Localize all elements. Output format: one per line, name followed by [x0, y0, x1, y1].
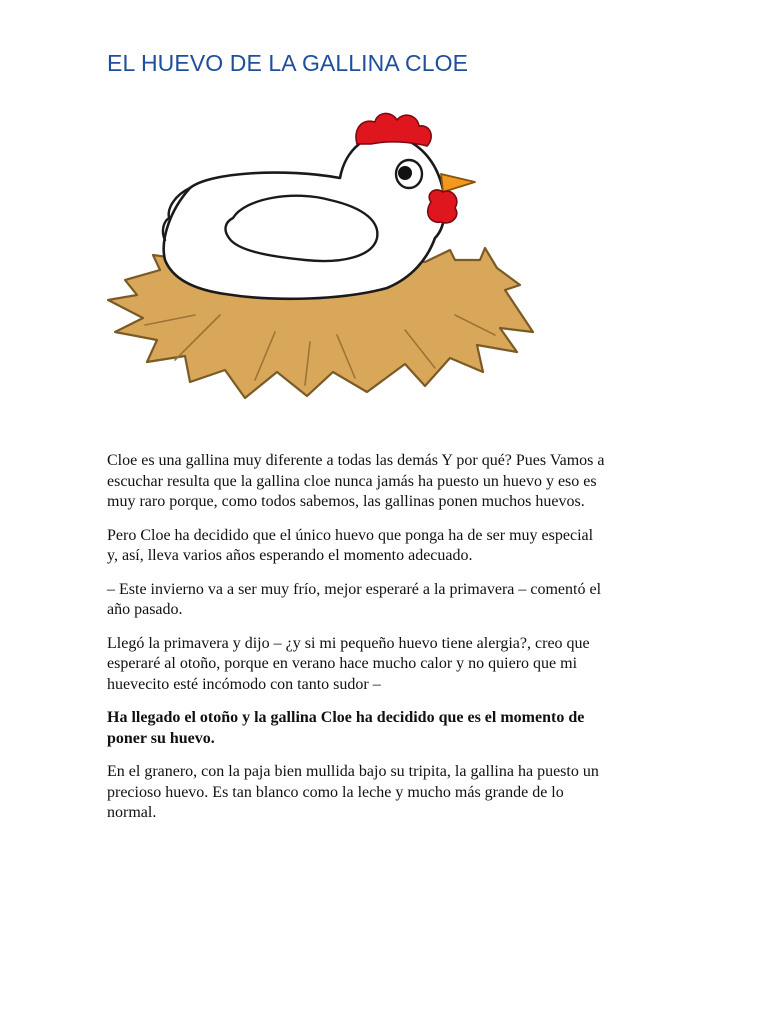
- document-title: EL HUEVO DE LA GALLINA CLOE: [107, 50, 469, 76]
- hen-on-nest-icon: [105, 110, 540, 400]
- story-body: [107, 451, 667, 837]
- story-paragraph-bold: Ha llegado el otoño y la gallina Cloe ha decidido que es el momento de poner su huevo.: [107, 709, 585, 747]
- hen-beak: [441, 174, 475, 192]
- story-paragraph: Cloe es una gallina muy diferente a todas las demás Y por qué? Pues Vamos a escuchar resulta que la gallina cloe nunca jamás ha puesto un huevo y eso es muy raro porque, como todos sabemos, las gallinas ponen muchos huevos.: [107, 452, 605, 510]
- story-paragraph: – Este invierno va a ser muy frío, mejor esperaré a la primavera – comentó el año pasado.: [107, 580, 602, 618]
- hen-pupil: [398, 166, 412, 180]
- story-paragraph: Llegó la primavera y dijo – ¿y si mi pequeño huevo tiene alergia?, creo que esperaré al otoño, porque en verano hace mucho calor y no quiero que mi huevecito esté incómodo con tanto sudor –: [107, 634, 590, 693]
- hen-comb: [356, 113, 431, 146]
- hen-wattle: [428, 190, 457, 223]
- story-paragraph: Pero Cloe ha decidido que el único huevo que ponga ha de ser muy especial y, así, lleva varios años esperando el momento adecuado.: [107, 526, 594, 564]
- story-paragraph: En el granero, con la paja bien mullida bajo su tripita, la gallina ha puesto un precioso huevo. Es tan blanco como la leche y mucho más grande de lo normal.: [107, 763, 599, 821]
